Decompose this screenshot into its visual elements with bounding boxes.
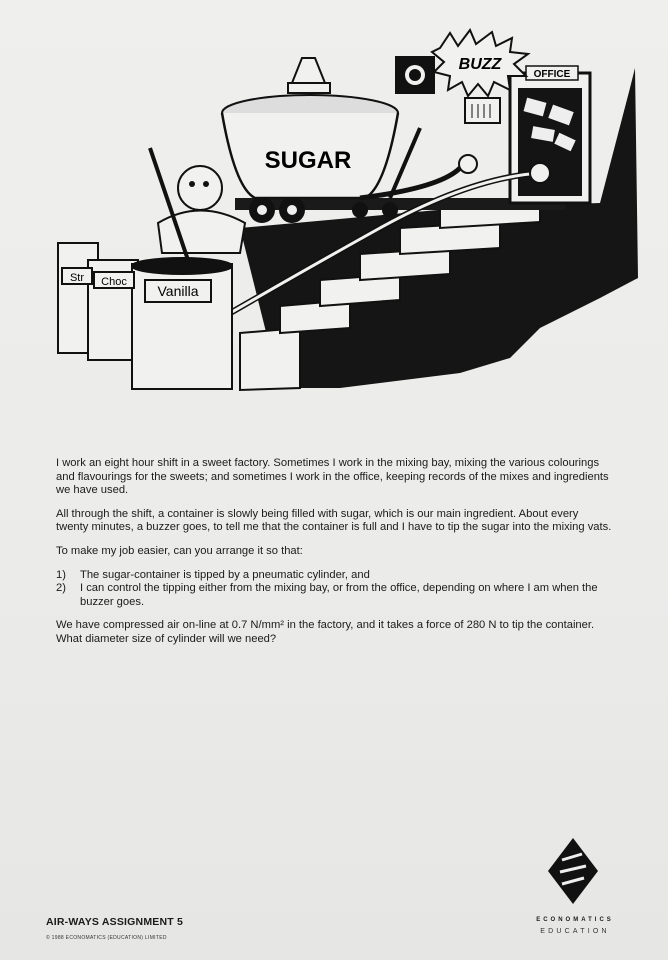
list-number: 1) [56,568,66,581]
factory-illustration [40,28,640,408]
buzzer-icon [395,56,435,94]
brand-subtitle: EDUCATION [540,928,610,935]
request-paragraph: To make my job easier, can you arrange it so that: [56,544,303,557]
assignment-brief [56,457,612,657]
intro-paragraph: I work an eight hour shift in a sweet factory. Sometimes I work in the mixing bay, mixing the various colourings and flavourings for the sweets; and sometimes I work in the office, keeping records of the mixes and ingredients we have used. [56,457,609,497]
list-number: 2) [56,582,66,595]
jar-label-vanilla: Vanilla [157,283,199,299]
list-text: The sugar-container is tipped by a pneumatic cylinder, and [80,568,370,581]
economatics-logo-icon [548,838,598,904]
jar-label-str: Str [69,272,85,284]
office-door [510,66,590,203]
jar-label-choc: Choc [101,276,127,288]
sugar-label: SUGAR [264,147,352,174]
assignment-title: AIR-WAYS ASSIGNMENT 5 [46,916,184,928]
question-paragraph: We have compressed air on-line at 0.7 N/mm² in the factory, and it takes a force of 280 N to tip the container. What diameter size of cylinder will we need? [56,619,595,645]
list-text: I can control the tipping either from the mixing bay, or from the office, depending on where I am when the buzzer goes. [80,582,598,608]
buzz-text: BUZZ [458,56,502,73]
list-item [56,569,612,583]
flavour-jars [58,243,232,389]
office-sign: OFFICE [533,69,571,80]
list-item [56,582,612,609]
copyright-notice: © 1988 ECONOMATICS (EDUCATION) LIMITED [46,935,167,941]
requirements-list [56,569,612,610]
worker-figure [150,148,245,260]
shift-paragraph: All through the shift, a container is slowly being filled with sugar, which is our main ingredient. About every twenty minutes, a buzzer goes, to tell me that the container is full and I have to tip the sugar into the mixing vats. [56,507,612,534]
brand-name: ECONOMATICS [536,917,614,923]
